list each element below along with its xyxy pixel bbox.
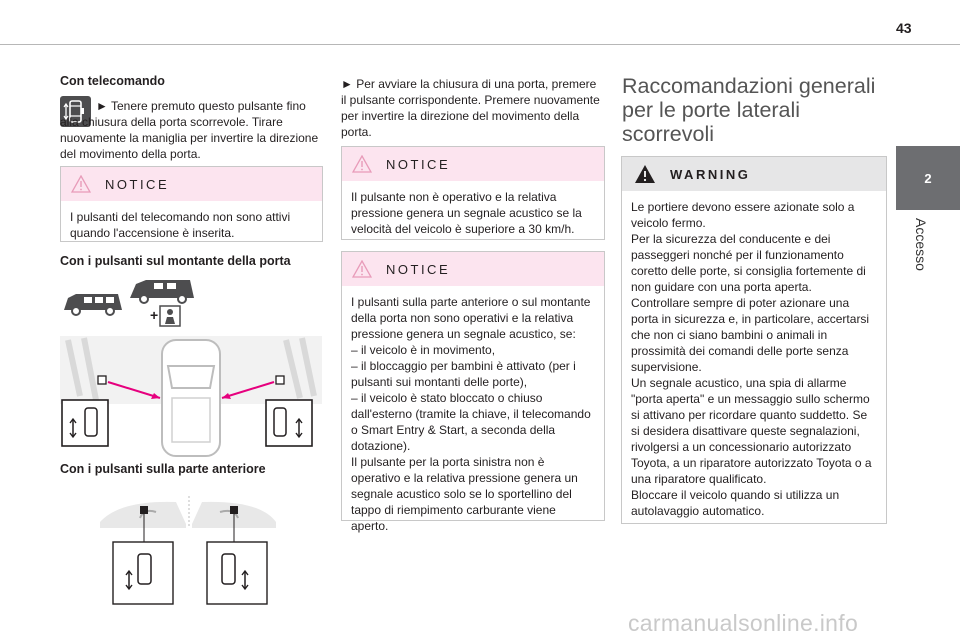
notice-box-conditions [341, 251, 605, 533]
remote-instructions: ► Tenere premuto questo pulsante fino alla chiusura della porta scorrevole. Tirare nuovamente la maniglia per invertire la direzione del movimento della porta. [60, 99, 319, 161]
svg-text:+: + [150, 307, 159, 323]
notice-header [61, 167, 322, 201]
notice-line: – il bloccaggio per bambini è attivato (per i pulsanti sui montanti delle porte), [351, 359, 576, 389]
pillar-buttons-diagram [60, 336, 322, 458]
warning-line: Un segnale acustico, una spia di allarme "porta aperta" e un messaggio sullo schermo si attivano per ricordare quanto suddetto. Se si desidera disattivare queste segnalazioni, rivolgersi a un concessionario autorizzato Toyota, a un riparatore autorizzato Toyota o a una riparatore qualificato. [631, 376, 872, 486]
warning-line: Controllare sempre di poter azionare una porta in sicurezza e, in particolare, accertarsi che non ci siano bambini o animali in prossimità dei comandi delle porte senza supervisione. [631, 296, 870, 374]
notice-body: Il pulsante non è operativo e la relativa pressione genera un segnale acustico se la velocità del veicolo è superiore a 30 km/h. [351, 190, 582, 236]
heading-front-buttons: Con i pulsanti sulla parte anteriore [60, 462, 266, 476]
notice-line: Il pulsante per la porta sinistra non è operativo e la relativa pressione genera un segnale acustico solo se lo sportellino del tappo di riempimento carburante viene aperto. [351, 455, 578, 533]
front-buttons-diagram [100, 492, 280, 608]
notice-title: NOTICE [386, 261, 451, 277]
warning-header [622, 157, 886, 191]
header-divider [0, 44, 960, 45]
caution-triangle-icon [352, 155, 372, 173]
chapter-title: Accesso [913, 218, 929, 271]
warning-box [621, 156, 887, 524]
notice-line: – il veicolo è stato bloccato o chiuso dall'esterno (tramite la chiave, il telecomando o Smart Entry & Start, a seconda della dotazione). [351, 391, 591, 453]
warning-title: WARNING [670, 166, 751, 182]
notice-header [342, 147, 604, 181]
watermark: carmanualsonline.info [628, 610, 859, 636]
warning-triangle-icon [634, 164, 656, 184]
notice-body: I pulsanti del telecomando non sono attivi quando l'accensione è inserita. [70, 210, 291, 240]
van-illustration [62, 280, 202, 328]
chapter-tab[interactable]: 2 [896, 146, 960, 210]
notice-box-speed [341, 146, 605, 240]
caution-triangle-icon [352, 260, 372, 278]
notice-box-remote [60, 166, 323, 242]
notice-body [342, 286, 604, 540]
warning-line: Bloccare il veicolo quando si utilizza un autolavaggio automatico. [631, 488, 840, 518]
warning-line: Per la sicurezza del conducente e dei passeggeri nonché per il funzionamento coretto delle porte, si consiglia fortemente di non guidare con una porta aperta. [631, 232, 866, 294]
caution-triangle-icon [71, 175, 91, 193]
warning-line: Le portiere devono essere azionate solo a veicolo fermo. [631, 200, 855, 230]
notice-title: NOTICE [105, 176, 170, 192]
heading-remote: Con telecomando [60, 74, 165, 88]
warning-body [622, 191, 886, 525]
heading-pillar-buttons: Con i pulsanti sul montante della porta [60, 254, 291, 268]
notice-title: NOTICE [386, 156, 451, 172]
notice-header [342, 252, 604, 286]
notice-line: – il veicolo è in movimento, [351, 343, 496, 357]
section-title: Raccomandazioni generali per le porte laterali scorrevoli [622, 74, 876, 146]
page-number: 43 [896, 20, 912, 36]
door-close-instructions: ► Per avviare la chiusura di una porta, premere il pulsante corrispondente. Premere nuovamente per invertire la direzione del movimento della porta. [341, 77, 600, 139]
notice-line: I pulsanti sulla parte anteriore o sul montante della porta non sono operativi e la relativa pressione genera un segnale acustico, se: [351, 295, 591, 341]
